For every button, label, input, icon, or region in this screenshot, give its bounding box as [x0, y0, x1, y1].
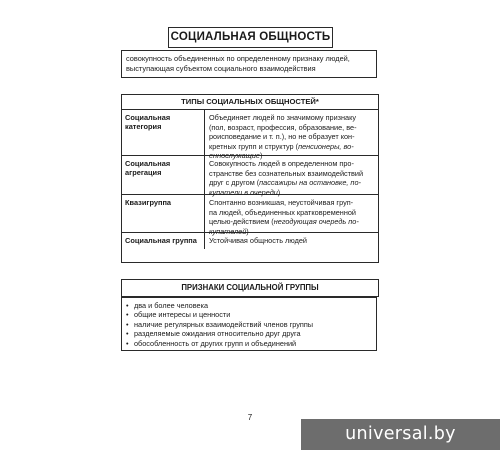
type-description-line: Устойчивая общность людей [209, 236, 308, 245]
type-term [122, 110, 205, 155]
type-term-line: Социальная группа [125, 236, 197, 245]
type-description-line: целью-действием (негодующая очередь по- [209, 217, 359, 226]
sign-item: • два и более человека [126, 301, 372, 310]
type-description-line: еннослужащие) [209, 151, 263, 160]
example-text: купатели в очереди [209, 187, 278, 197]
type-description [205, 156, 378, 197]
watermark-logo: universal.by [301, 419, 500, 450]
types-table-row [122, 195, 378, 236]
type-term-line: агрегация [125, 168, 162, 178]
type-description [205, 110, 378, 160]
sign-item: • наличие регулярных взаимодействий членов группы [126, 320, 372, 329]
example-text: пассажиры на остановке, по- [259, 178, 361, 187]
types-table [121, 94, 379, 263]
example-text: негодующая очередь по- [273, 217, 359, 226]
type-description [205, 233, 378, 249]
type-term [122, 233, 205, 249]
types-table-body [122, 110, 378, 249]
type-description-line: кретных групп и структур (пенсионеры, во- [209, 141, 354, 151]
signs-header: ПРИЗНАКИ СОЦИАЛЬНОЙ ГРУППЫ [121, 279, 379, 297]
sign-item: • обособленность от других групп и объединений [126, 339, 372, 348]
type-term-line: Социальная [125, 159, 171, 168]
page-title: СОЦИАЛЬНАЯ ОБЩНОСТЬ [168, 27, 333, 48]
example-text: еннослужащие [209, 151, 260, 160]
signs-list [126, 301, 372, 348]
types-table-row [122, 233, 378, 249]
types-table-header: ТИПЫ СОЦИАЛЬНЫХ ОБЩНОСТЕЙ* [122, 95, 378, 110]
type-term-line: категория [125, 122, 162, 132]
type-description-line: (пол, возраст, профессия, образование, ве- [209, 122, 357, 132]
type-term [122, 156, 205, 194]
type-description-line: купателей) [209, 226, 249, 236]
sign-item: • общие интересы и ценности [126, 310, 372, 319]
signs-box [121, 297, 377, 351]
example-text: пенсионеры, во- [298, 141, 354, 151]
type-description-line: странстве без сознательных взаимодействий [209, 168, 364, 178]
type-term [122, 195, 205, 232]
types-table-row [122, 156, 378, 195]
type-description-line: друг с другом (пассажиры на остановке, по- [209, 178, 361, 187]
type-description-line: Спонтанно возникшая, неустойчивая груп- [209, 198, 354, 207]
page-number: 7 [247, 413, 253, 422]
type-description-line: Объединяет людей по значимому признаку [209, 113, 357, 122]
types-table-row [122, 110, 378, 160]
sign-item: • разделяемые ожидания относительно друг друга [126, 329, 372, 338]
type-term-line: Квазигруппа [125, 198, 172, 207]
type-description-line: Совокупность людей в определенном про- [209, 159, 354, 168]
type-description-line: роисповедание и т. п.), но не образует кон- [209, 132, 355, 141]
type-description [205, 195, 378, 236]
type-description-line: купатели в очереди) [209, 187, 281, 197]
type-description-line: па людей, объединенных кратковременной [209, 207, 356, 217]
example-text: купателей [209, 226, 247, 236]
definition-box: совокупность объединенных по определенному признаку людей, выступающая субъектом социального взаимодействия [121, 50, 377, 78]
type-term-line: Социальная [125, 113, 171, 122]
